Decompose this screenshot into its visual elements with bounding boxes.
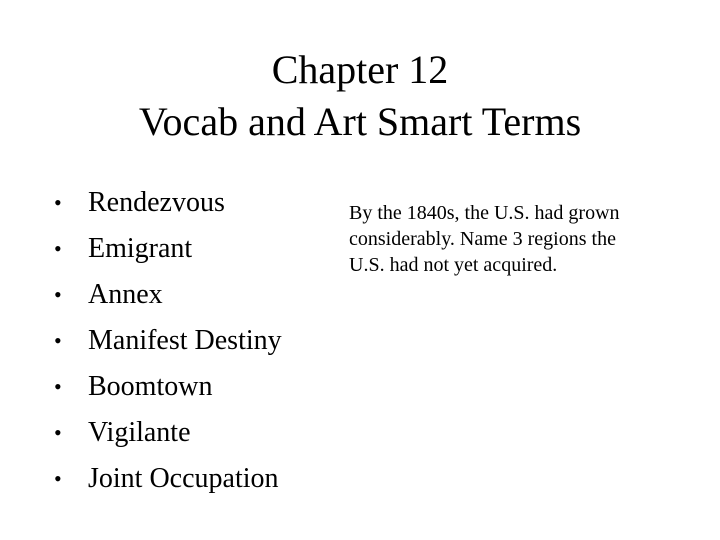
bullet-icon: • — [54, 420, 62, 445]
question-text: By the 1840s, the U.S. had grown considerably. Name 3 regions the U.S. had not yet acquired. — [349, 202, 620, 276]
term-text: Vigilante — [88, 417, 191, 448]
term-text: Annex — [88, 279, 163, 310]
bullet-icon: • — [54, 282, 62, 307]
term-text: Rendezvous — [88, 187, 225, 218]
list-item — [54, 272, 282, 318]
list-item — [54, 364, 282, 410]
list-item — [54, 180, 282, 226]
bullet-icon: • — [54, 328, 62, 353]
vocab-term-list — [54, 180, 282, 502]
term-text: Joint Occupation — [88, 463, 279, 494]
bullet-icon: • — [54, 190, 62, 215]
bullet-icon: • — [54, 236, 62, 261]
slide-title — [0, 44, 720, 148]
term-text: Emigrant — [88, 233, 193, 264]
term-text: Manifest Destiny — [88, 325, 282, 356]
list-item — [54, 456, 282, 502]
list-item — [54, 410, 282, 456]
list-item — [54, 318, 282, 364]
title-line-2: Vocab and Art Smart Terms — [138, 99, 582, 144]
bullet-icon: • — [54, 374, 62, 399]
list-item — [54, 226, 282, 272]
title-line-1: Chapter 12 — [271, 47, 449, 92]
bullet-icon: • — [54, 466, 62, 491]
term-text: Boomtown — [88, 371, 213, 402]
